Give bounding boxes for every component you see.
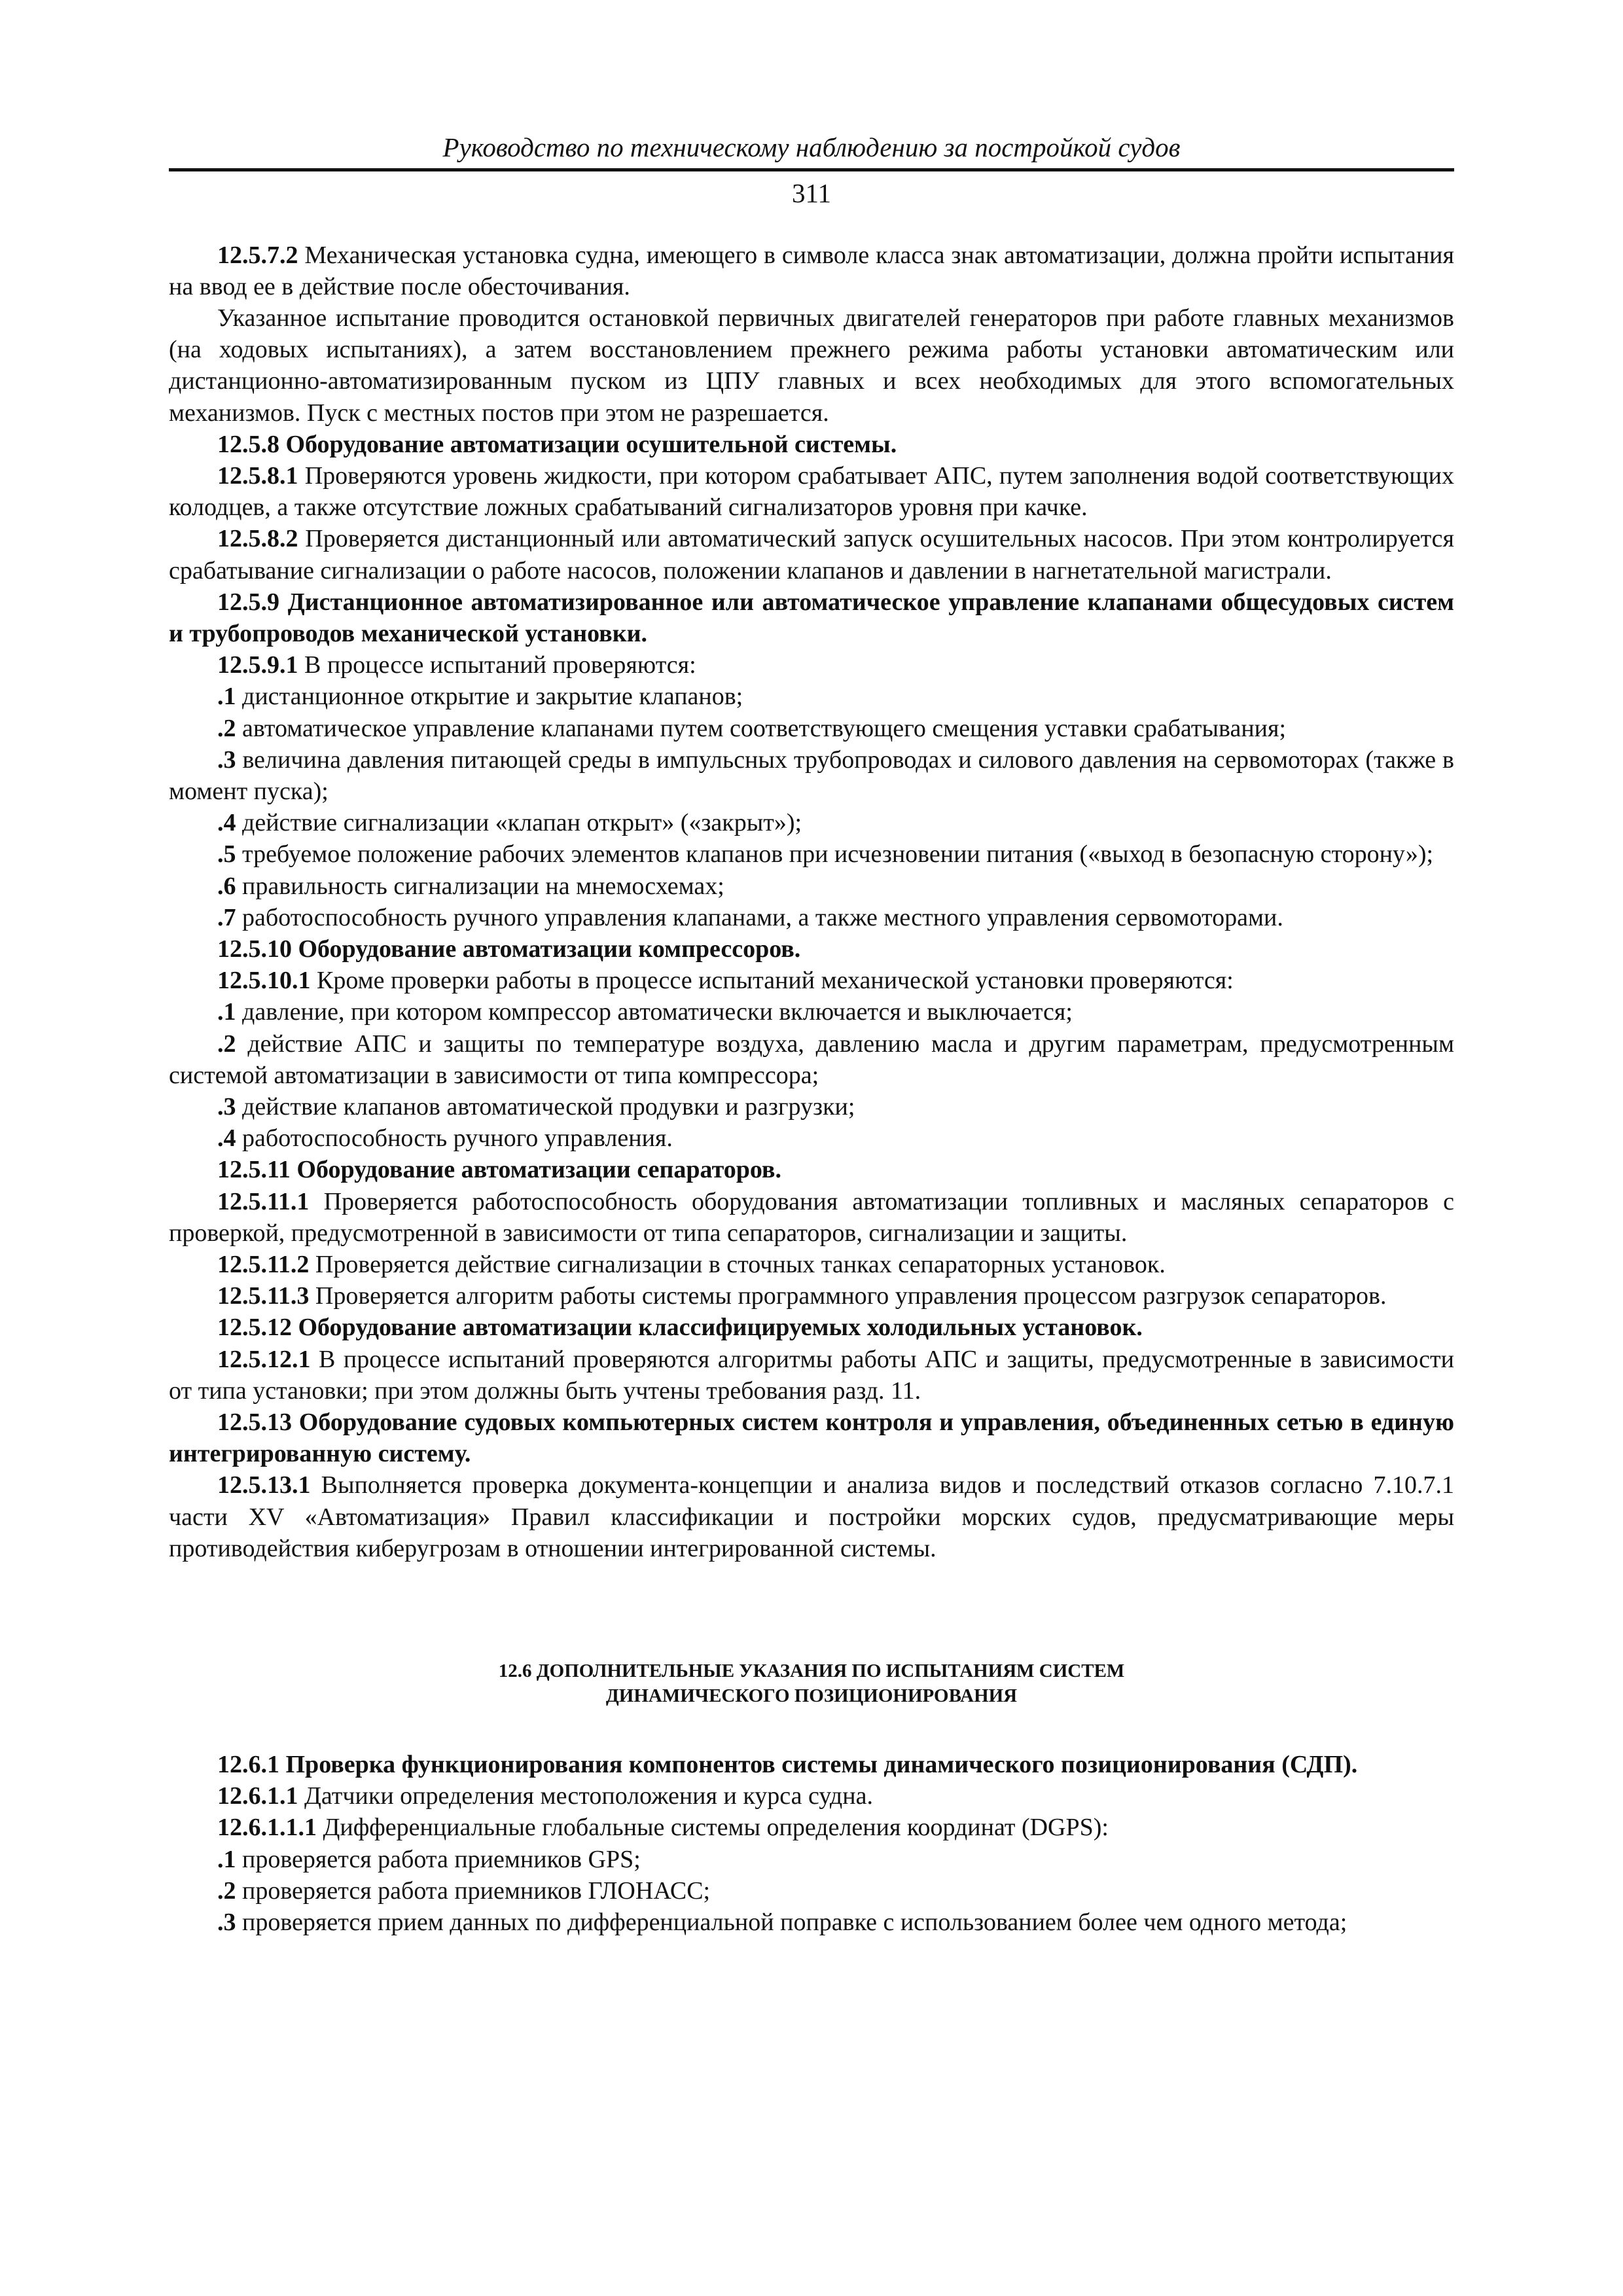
item-text: действие сигнализации «клапан открыт» («закрыт»); <box>236 809 802 837</box>
clause-number: 12.5.12.1 <box>217 1345 311 1373</box>
item-number: .2 <box>217 1876 236 1905</box>
paragraph <box>169 1249 1454 1280</box>
clause-number: 12.5.11.2 <box>217 1251 310 1278</box>
list-item <box>169 807 1454 838</box>
item-number: .1 <box>217 683 236 711</box>
clause-text: Проверяется работоспособность оборудования автоматизации топливных и масляных сепараторов с проверкой, предусмотренной в зависимости от типа сепараторов, сигнализации и защиты. <box>169 1187 1454 1247</box>
list-item <box>169 1875 1454 1907</box>
clause-text: Указанное испытание проводится остановкой первичных двигателей генераторов при работе главных механизмов (на ходовых испытаниях), а затем восстановлением прежнего режима работы установки автоматическим или дистанционно-автоматизированным пуском из ЦПУ главных и всех необходимых для этого вспомогательных механизмов. Пуск с местных постов при этом не разрешается. <box>169 304 1454 427</box>
item-text: действие клапанов автоматической продувки и разгрузки; <box>236 1092 855 1121</box>
clause-text: Дифференциальные глобальные системы определения координат (DGPS): <box>317 1814 1109 1842</box>
list-item <box>169 838 1454 870</box>
item-number: .4 <box>217 809 236 837</box>
subsection-heading: 12.6.1 Проверка функционирования компонентов системы динамического позиционирования (СДП). <box>217 1751 1358 1779</box>
clause-text: Проверяется действие сигнализации в сточных танках сепараторных установок. <box>309 1251 1166 1278</box>
paragraph <box>169 649 1454 681</box>
paragraph <box>169 523 1454 586</box>
item-number: .5 <box>217 840 236 869</box>
item-text: проверяется работа приемников ГЛОНАСС; <box>236 1876 711 1905</box>
item-number: .2 <box>217 714 236 742</box>
item-number: .7 <box>217 903 236 931</box>
body-top <box>169 240 1454 1565</box>
item-text: дистанционное открытие и закрытие клапанов; <box>236 683 743 711</box>
clause-text: Механическая установка судна, имеющего в символе класса знак автоматизации, должна пройти испытания на ввод ее в действие после обесточивания. <box>169 241 1454 300</box>
paragraph <box>169 240 1454 302</box>
paragraph <box>169 1469 1454 1564</box>
body-bottom <box>169 1749 1454 1938</box>
item-number: .3 <box>217 745 236 774</box>
item-number: .3 <box>217 1092 236 1121</box>
clause-number: 12.5.11.3 <box>217 1282 310 1310</box>
item-text: работоспособность ручного управления. <box>236 1124 673 1153</box>
list-item <box>169 870 1454 902</box>
list-item <box>169 681 1454 712</box>
item-number: .4 <box>217 1124 236 1153</box>
item-text: автоматическое управление клапанами путем соответствующего смещения уставки срабатывания; <box>236 714 1287 742</box>
paragraph <box>169 1812 1454 1843</box>
list-item <box>169 1844 1454 1875</box>
list-item <box>169 1122 1454 1154</box>
paragraph <box>169 460 1454 523</box>
paragraph <box>169 1186 1454 1249</box>
subsection-heading: 12.5.8 Оборудование автоматизации осушительной системы. <box>217 430 897 458</box>
clause-number: 12.5.8.2 <box>217 525 298 553</box>
clause-text: Датчики определения местоположения и курса судна. <box>298 1782 873 1810</box>
subsection-heading: 12.5.11 Оборудование автоматизации сепараторов. <box>217 1156 781 1184</box>
list-item <box>169 1091 1454 1122</box>
clause-text: Проверяется алгоритм работы системы программного управления процессом разгрузок сепараторов. <box>309 1282 1387 1310</box>
clause-number: 12.5.13.1 <box>217 1471 311 1499</box>
clause-number: 12.6.1.1.1 <box>217 1814 317 1842</box>
clause-number: 12.6.1.1 <box>217 1782 298 1810</box>
item-text: действие АПС и защиты по температуре воздуха, давлению масла и другим параметрам, предусмотренным системой автоматизации в зависимости от типа компрессора; <box>169 1030 1454 1089</box>
item-text: давление, при котором компрессор автоматически включается и выключается; <box>236 998 1073 1026</box>
clause-text: В процессе испытаний проверяются: <box>298 651 696 679</box>
paragraph <box>169 1780 1454 1812</box>
section-title-line-1: 12.6 ДОПОЛНИТЕЛЬНЫЕ УКАЗАНИЯ ПО ИСПЫТАНИЯМ СИСТЕМ <box>498 1660 1125 1682</box>
clause-text: В процессе испытаний проверяются алгоритмы работы АПС и защиты, предусмотренные в зависимости от типа установки; при этом должны быть учтены требования разд. 11. <box>169 1345 1454 1405</box>
item-text: требуемое положение рабочих элементов клапанов при исчезновении питания («выход в безопасную сторону»); <box>236 840 1434 869</box>
clause-number: 12.5.11.1 <box>217 1187 310 1215</box>
list-item <box>169 713 1454 744</box>
clause-text: Кроме проверки работы в процессе испытаний механической установки проверяются: <box>310 967 1234 995</box>
section-title <box>169 1659 1454 1708</box>
paragraph <box>169 965 1454 996</box>
list-item <box>169 1028 1454 1091</box>
list-item <box>169 902 1454 933</box>
list-item <box>169 996 1454 1028</box>
item-number: .6 <box>217 872 236 900</box>
item-text: правильность сигнализации на мнемосхемах; <box>236 872 724 900</box>
item-text: проверяется работа приемников GPS; <box>236 1845 641 1873</box>
clause-number: 12.5.10.1 <box>217 967 311 995</box>
item-number: .1 <box>217 998 236 1026</box>
list-item <box>169 1907 1454 1938</box>
paragraph <box>169 1344 1454 1407</box>
list-item <box>169 744 1454 807</box>
item-text: величина давления питающей среды в импульсных трубопроводах и силового давления на сервомоторах (также в момент пуска); <box>169 745 1454 805</box>
clause-number: 12.5.9.1 <box>217 651 298 679</box>
paragraph <box>169 1280 1454 1312</box>
item-number: .2 <box>217 1030 236 1058</box>
subsection-heading: 12.5.13 Оборудование судовых компьютерных систем контроля и управления, объединенных сетью в единую интегрированную систему. <box>169 1408 1454 1468</box>
item-number: .3 <box>217 1909 236 1937</box>
subsection-heading: 12.5.10 Оборудование автоматизации компрессоров. <box>217 935 801 963</box>
clause-number: 12.5.7.2 <box>217 241 298 269</box>
paragraph <box>169 302 1454 429</box>
item-text: работоспособность ручного управления клапанами, а также местного управления сервомоторами. <box>236 903 1283 931</box>
subsection-heading: 12.5.12 Оборудование автоматизации классифицируемых холодильных установок. <box>217 1314 1143 1342</box>
running-header: Руководство по техническому наблюдению за постройкой судов <box>169 131 1454 171</box>
item-number: .1 <box>217 1845 236 1873</box>
clause-text: Проверяются уровень жидкости, при котором срабатывает АПС, путем заполнения водой соответствующих колодцев, а также отсутствие ложных срабатываний сигнализаторов уровня при качке. <box>169 461 1454 522</box>
section-title-line-2: ДИНАМИЧЕСКОГО ПОЗИЦИОНИРОВАНИЯ <box>605 1685 1018 1707</box>
clause-number: 12.5.8.1 <box>217 461 298 490</box>
clause-text: Выполняется проверка документа-концепции и анализа видов и последствий отказов согласно 7.10.7.1 части XV «Автоматизация» Правил классификации и постройки морских судов, предусматривающие меры противодействия киберугрозам в отношении интегрированной системы. <box>169 1471 1454 1562</box>
item-text: проверяется прием данных по дифференциальной поправке с использованием более чем одного метода; <box>236 1909 1347 1937</box>
page-number: 311 <box>792 178 831 209</box>
document-page <box>169 131 1454 1938</box>
subsection-heading: 12.5.9 Дистанционное автоматизированное или автоматическое управление клапанами общесудовых систем и трубопроводов механической установки. <box>169 588 1454 647</box>
clause-text: Проверяется дистанционный или автоматический запуск осушительных насосов. При этом контролируется срабатывание сигнализации о работе насосов, положении клапанов и давлении в нагнетательной магистрали. <box>169 525 1454 584</box>
